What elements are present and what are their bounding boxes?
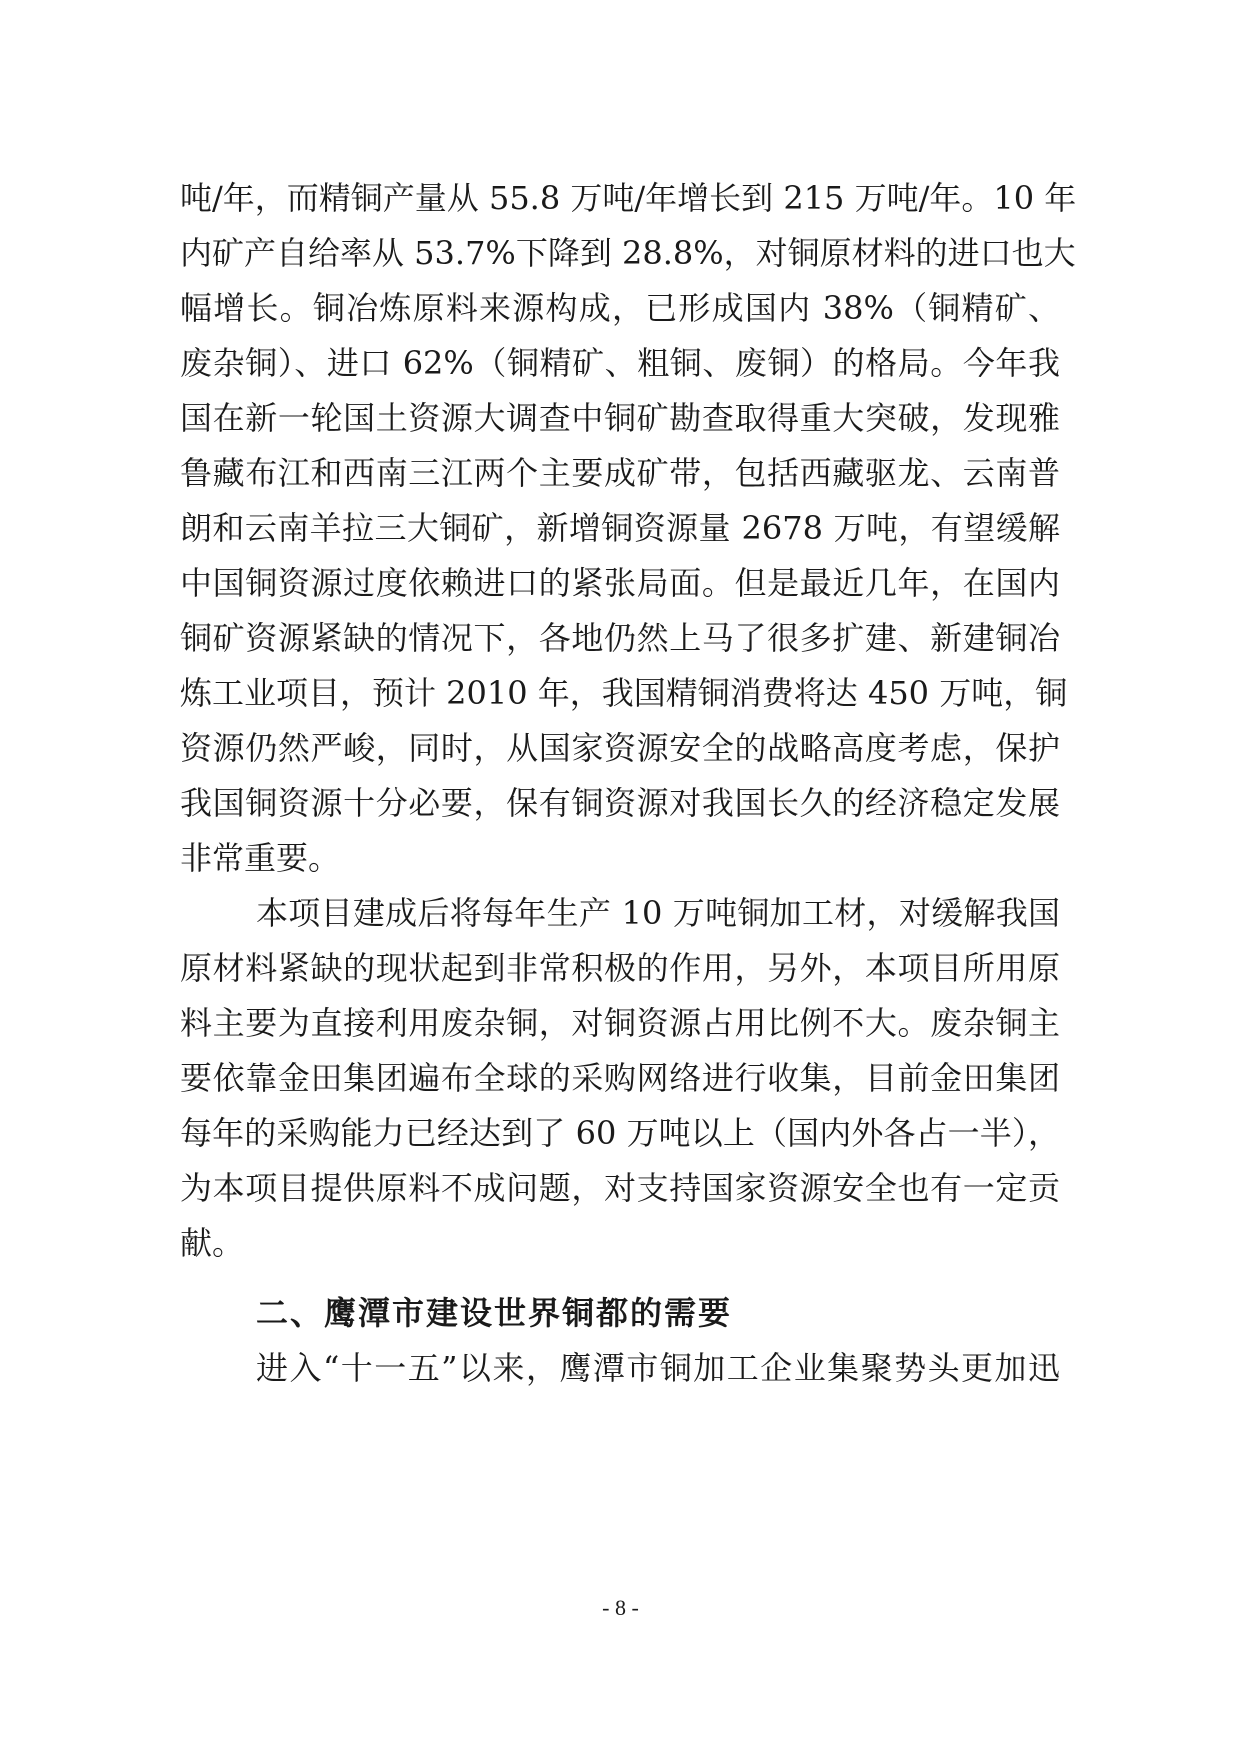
text-line: 吨/年，而精铜产量从 55.8 万吨/年增长到 215 万吨/年。10 年 bbox=[180, 179, 1077, 217]
text-line: 献。 bbox=[180, 1224, 245, 1262]
text-line: 非常重要。 bbox=[180, 839, 341, 877]
text-line: 为本项目提供原料不成问题，对支持国家资源安全也有一定贡 bbox=[180, 1169, 1060, 1207]
text-line: 国在新一轮国土资源大调查中铜矿勘查取得重大突破，发现雅 bbox=[180, 399, 1060, 437]
text-line: 炼工业项目，预计 2010 年，我国精铜消费将达 450 万吨，铜 bbox=[180, 674, 1068, 712]
text-line: 进入“十一五”以来，鹰潭市铜加工企业集聚势头更加迅 bbox=[256, 1349, 1060, 1387]
text-line: 本项目建成后将每年生产 10 万吨铜加工材，对缓解我国 bbox=[256, 894, 1060, 932]
section-heading: 二、鹰潭市建设世界铜都的需要 bbox=[256, 1294, 733, 1332]
text-line: 废杂铜）、进口 62%（铜精矿、粗铜、废铜）的格局。今年我 bbox=[180, 344, 1060, 382]
text-line: 幅增长。铜冶炼原料来源构成，已形成国内 38%（铜精矿、 bbox=[180, 289, 1060, 327]
text-line: 我国铜资源十分必要，保有铜资源对我国长久的经济稳定发展 bbox=[180, 784, 1060, 822]
text-line: 鲁藏布江和西南三江两个主要成矿带，包括西藏驱龙、云南普 bbox=[180, 454, 1060, 492]
text-line: 要依靠金田集团遍布全球的采购网络进行收集，目前金田集团 bbox=[180, 1059, 1060, 1097]
text-line: 铜矿资源紧缺的情况下，各地仍然上马了很多扩建、新建铜冶 bbox=[180, 619, 1060, 657]
text-line: 内矿产自给率从 53.7%下降到 28.8%，对铜原材料的进口也大 bbox=[180, 234, 1076, 272]
text-line: 朗和云南羊拉三大铜矿，新增铜资源量 2678 万吨，有望缓解 bbox=[180, 509, 1060, 547]
text-line: 原材料紧缺的现状起到非常积极的作用，另外，本项目所用原 bbox=[180, 949, 1060, 987]
text-line: 中国铜资源过度依赖进口的紧张局面。但是最近几年，在国内 bbox=[180, 564, 1060, 602]
text-line: 每年的采购能力已经达到了 60 万吨以上（国内外各占一半）， bbox=[180, 1114, 1060, 1152]
text-line: 资源仍然严峻，同时，从国家资源安全的战略高度考虑，保护 bbox=[180, 729, 1060, 767]
text-line: 料主要为直接利用废杂铜，对铜资源占用比例不大。废杂铜主 bbox=[180, 1004, 1060, 1042]
page-number: - 8 - bbox=[602, 1595, 639, 1620]
